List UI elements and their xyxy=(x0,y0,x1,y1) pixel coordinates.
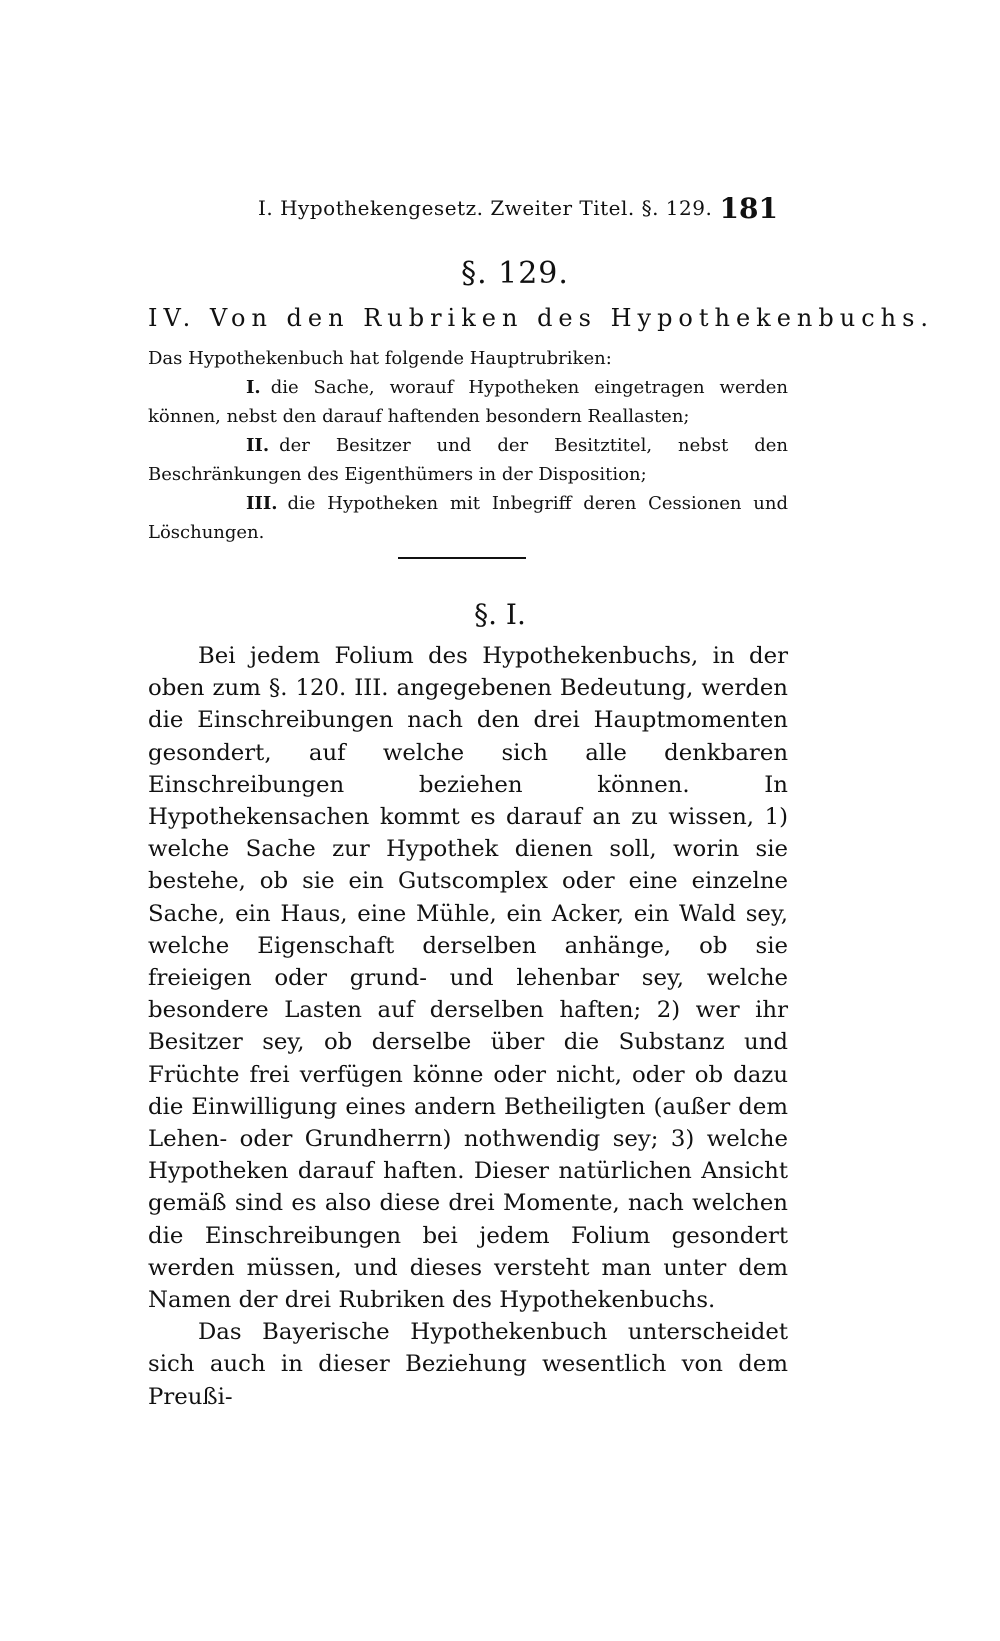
rubric-item xyxy=(148,373,788,431)
running-header xyxy=(258,192,778,236)
commentary-body xyxy=(148,640,788,1413)
rubric-item xyxy=(148,489,788,547)
running-title: I. Hypothekengesetz. Zweiter Titel. §. 129. xyxy=(258,196,713,220)
body-paragraph: Bei jedem Folium des Hypothekenbuchs, in der oben zum §. 120. III. angegebenen Bedeutung, werden die Einschreibungen nach den drei Hauptmomenten gesondert, auf welche sich alle denkbaren Einschreibungen beziehen können. In Hypothekensachen kommt es darauf an zu wissen, 1) welche Sache zur Hypothek dienen soll, worin sie bestehe, ob sie ein Gutscomplex oder eine einzelne Sache, ein Haus, eine Mühle, ein Acker, ein Wald sey, welche Eigenschaft derselben anhänge, ob sie freieigen oder grund- und lehenbar sey, welche besondere Lasten auf derselben haften; 2) wer ihr Besitzer sey, ob derselbe über die Substanz und Früchte frei verfügen könne oder nicht, oder ob dazu die Einwilligung eines andern Betheiligten (außer dem Lehen- oder Grundherrn) nothwendig sey; 3) welche Hypotheken darauf haften. Dieser natürlichen Ansicht gemäß sind es also diese drei Momente, nach welchen die Einschreibungen bei jedem Folium gesondert werden müssen, und dieses versteht man unter dem Namen der drei Rubriken des Hypothekenbuchs. xyxy=(148,643,788,1314)
section-number xyxy=(0,256,1000,291)
rubric-number: I. xyxy=(246,377,261,398)
section-number-text: §. 129. xyxy=(461,256,569,291)
rubrics-intro xyxy=(148,344,788,547)
rubric-text: die Hypotheken mit Inbegriff deren Cessionen und Löschungen. xyxy=(148,493,788,543)
rubric-number: II. xyxy=(246,435,270,456)
section-heading: IV. Von den Rubriken des Hypothekenbuchs. xyxy=(148,304,935,332)
page-number: 181 xyxy=(719,192,778,225)
subsection-number: §. I. xyxy=(474,598,526,631)
rubric-item xyxy=(148,431,788,489)
rubric-text: die Sache, worauf Hypotheken eingetragen werden können, nebst den darauf haftenden besondern Reallasten; xyxy=(148,377,788,427)
section-divider xyxy=(398,557,526,559)
rubric-text: der Besitzer und der Besitztitel, nebst den Beschränkungen des Eigenthümers in der Disposition; xyxy=(148,435,788,485)
intro-sentence: Das Hypothekenbuch hat folgende Hauptrubriken: xyxy=(148,348,612,369)
rubric-number: III. xyxy=(246,493,278,514)
body-paragraph: Das Bayerische Hypothekenbuch unterscheidet sich auch in dieser Beziehung wesentlich von dem Preußi- xyxy=(148,1319,788,1410)
rubric-list xyxy=(148,373,788,547)
